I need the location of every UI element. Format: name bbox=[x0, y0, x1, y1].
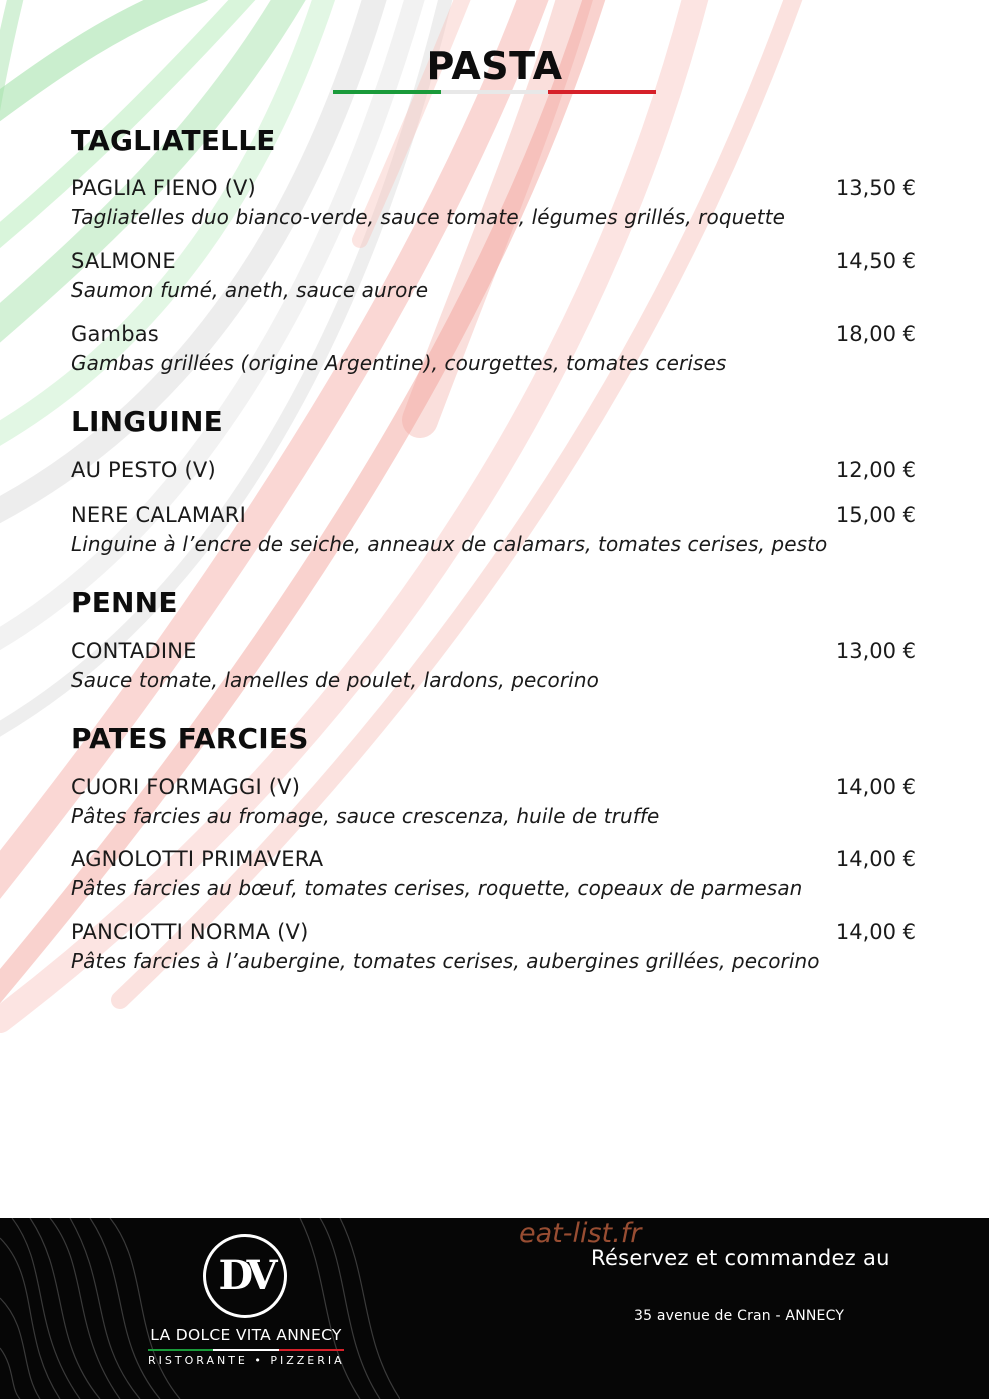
menu-item-price: 12,00 € bbox=[835, 458, 916, 482]
menu-item-price: 13,00 € bbox=[835, 639, 916, 663]
logo-circle bbox=[203, 1234, 287, 1318]
menu-item-price: 14,00 € bbox=[835, 920, 916, 944]
menu-item-name: PAGLIA FIENO (V) bbox=[71, 176, 256, 200]
dv-monogram-logo: DV bbox=[218, 1252, 272, 1299]
flag-stripe-red bbox=[548, 90, 656, 94]
menu-item-price: 15,00 € bbox=[835, 503, 916, 527]
flag-stripe-white bbox=[213, 1349, 278, 1351]
menu-item-description: Pâtes farcies au bœuf, tomates cerises, roquette, copeaux de parmesan bbox=[71, 876, 803, 900]
menu-item-price: 14,00 € bbox=[835, 847, 916, 871]
section-title-pates-farcies: PATES FARCIES bbox=[71, 722, 309, 755]
flag-stripe-white bbox=[441, 90, 549, 94]
menu-item-name: NERE CALAMARI bbox=[71, 503, 246, 527]
menu-item-name: SALMONE bbox=[71, 249, 176, 273]
menu-item-description: Linguine à l’encre de seiche, anneaux de calamars, tomates cerises, pesto bbox=[71, 532, 828, 556]
brand-name: LA DOLCE VITA ANNECY bbox=[150, 1326, 342, 1344]
menu-item-price: 14,00 € bbox=[835, 775, 916, 799]
footer-bar bbox=[0, 1218, 989, 1399]
flag-stripe-green bbox=[148, 1349, 213, 1351]
brand-flag-rule bbox=[148, 1349, 344, 1351]
menu-item-description: Gambas grillées (origine Argentine), courgettes, tomates cerises bbox=[71, 351, 727, 375]
menu-item-name: CUORI FORMAGGI (V) bbox=[71, 775, 301, 799]
menu-item-name: Gambas bbox=[71, 322, 159, 346]
reserve-text: Réservez et commandez au bbox=[591, 1246, 890, 1270]
menu-item-name: CONTADINE bbox=[71, 639, 197, 663]
menu-item-description: Pâtes farcies au fromage, sauce crescenza, huile de truffe bbox=[71, 804, 660, 828]
brand-tagline: RISTORANTE • PIZZERIA bbox=[148, 1354, 345, 1367]
page-title: PASTA bbox=[426, 44, 563, 88]
menu-item-description: Saumon fumé, aneth, sauce aurore bbox=[71, 278, 429, 302]
menu-item-price: 14,50 € bbox=[835, 249, 916, 273]
section-title-linguine: LINGUINE bbox=[71, 405, 223, 438]
menu-item-name: AU PESTO (V) bbox=[71, 458, 216, 482]
menu-item-name: AGNOLOTTI PRIMAVERA bbox=[71, 847, 324, 871]
menu-item-description: Tagliatelles duo bianco-verde, sauce tomate, légumes grillés, roquette bbox=[71, 205, 786, 229]
menu-item-description: Pâtes farcies à l’aubergine, tomates cerises, aubergines grillées, pecorino bbox=[71, 949, 820, 973]
menu-item-name: PANCIOTTI NORMA (V) bbox=[71, 920, 309, 944]
section-title-tagliatelle: TAGLIATELLE bbox=[71, 124, 276, 157]
section-title-penne: PENNE bbox=[71, 586, 178, 619]
decorative-wave-lines bbox=[0, 1218, 400, 1399]
flag-underline bbox=[333, 90, 656, 94]
watermark: eat-list.fr bbox=[519, 1218, 642, 1249]
menu-item-price: 18,00 € bbox=[835, 322, 916, 346]
menu-item-description: Sauce tomate, lamelles de poulet, lardons, pecorino bbox=[71, 668, 599, 692]
address-text: 35 avenue de Cran - ANNECY bbox=[634, 1308, 845, 1324]
flag-stripe-red bbox=[279, 1349, 344, 1351]
menu-item-price: 13,50 € bbox=[835, 176, 916, 200]
flag-stripe-green bbox=[333, 90, 441, 94]
